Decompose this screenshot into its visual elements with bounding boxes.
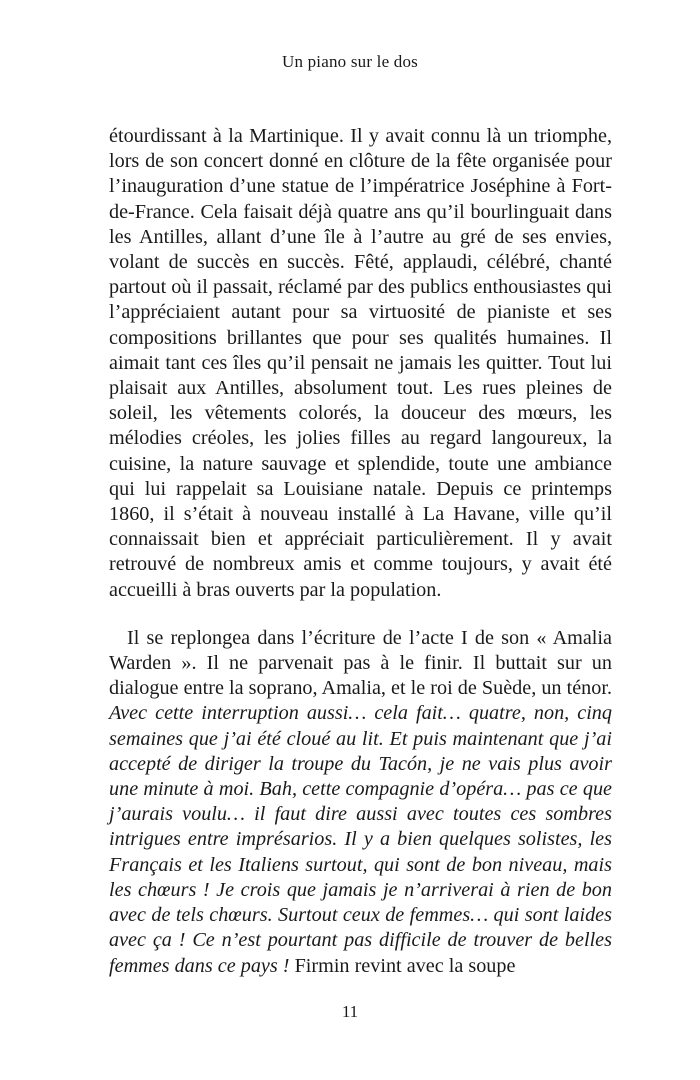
paragraph-2: [109, 626, 612, 979]
running-head-title: Un piano sur le dos: [281, 52, 418, 71]
body-text: [109, 124, 612, 979]
paragraph-2-inner-monologue: Avec cette interruption aussi… cela fait… quatre, non, cinq semaines que j’ai été cloué au lit. Et puis maintenant que j’ai accepté de diriger la troupe du Tacón, je ne vais plus avoir une minute à moi. Bah, cette compagnie d’opéra… pas ce que j’aurais voulu… il faut dire aussi avec toutes ces sombres intrigues entre imprésarios. Il y a bien quelques solistes, les Français et les Italiens surtout, qui sont de bon niveau, mais les chœurs ! Je crois que jamais je n’arriverai à rien de bon avec de tels chœurs. Surtout ceux de femmes… qui sont laides avec ça ! Ce n’est pourtant pas difficile de trouver de belles femmes dans ce pays !: [109, 702, 612, 977]
paragraph-2-narration-start: Il se replongea dans l’écriture de l’acte I de son « Amalia Warden ». Il ne parvenait pas à le finir. Il buttait sur un dialogue entre la soprano, Amalia, et le roi de Suède, un ténor.: [109, 626, 612, 700]
page-number: 11: [341, 1002, 359, 1021]
paragraph-1: étourdissant à la Martinique. Il y avait connu là un triomphe, lors de son concert donné en clôture de la fête organisée pour l’inauguration d’une statue de l’impératrice Joséphine à Fort-de-France. Cela faisait déjà quatre ans qu’il bourlinguait dans les Antilles, allant d’une île à l’autre au gré de ses envies, volant de succès en succès. Fêté, applaudi, célébré, chanté partout où il passait, réclamé par des publics enthousiastes qui l’appréciaient autant pour sa virtuosité de pianiste et ses compositions brillantes que pour ses qualités humaines. Il aimait tant ces îles qu’il pensait ne jamais les quitter. Tout lui plaisait aux Antilles, absolument tout. Les rues pleines de soleil, les vêtements colorés, la douceur des mœurs, les mélodies créoles, les jolies filles au regard langoureux, la cuisine, la nature sauvage et splendide, toute une ambiance qui lui rappelait sa Louisiane natale. Depuis ce printemps 1860, il s’était à nouveau installé à La Havane, ville qu’il connaissait bien et appréciait particulièrement. Il y avait retrouvé de nombreux amis et comme toujours, y avait été accueilli à bras ouverts par la population.: [109, 125, 612, 601]
paragraph-2-narration-end: Firmin revint avec la soupe: [294, 954, 516, 977]
